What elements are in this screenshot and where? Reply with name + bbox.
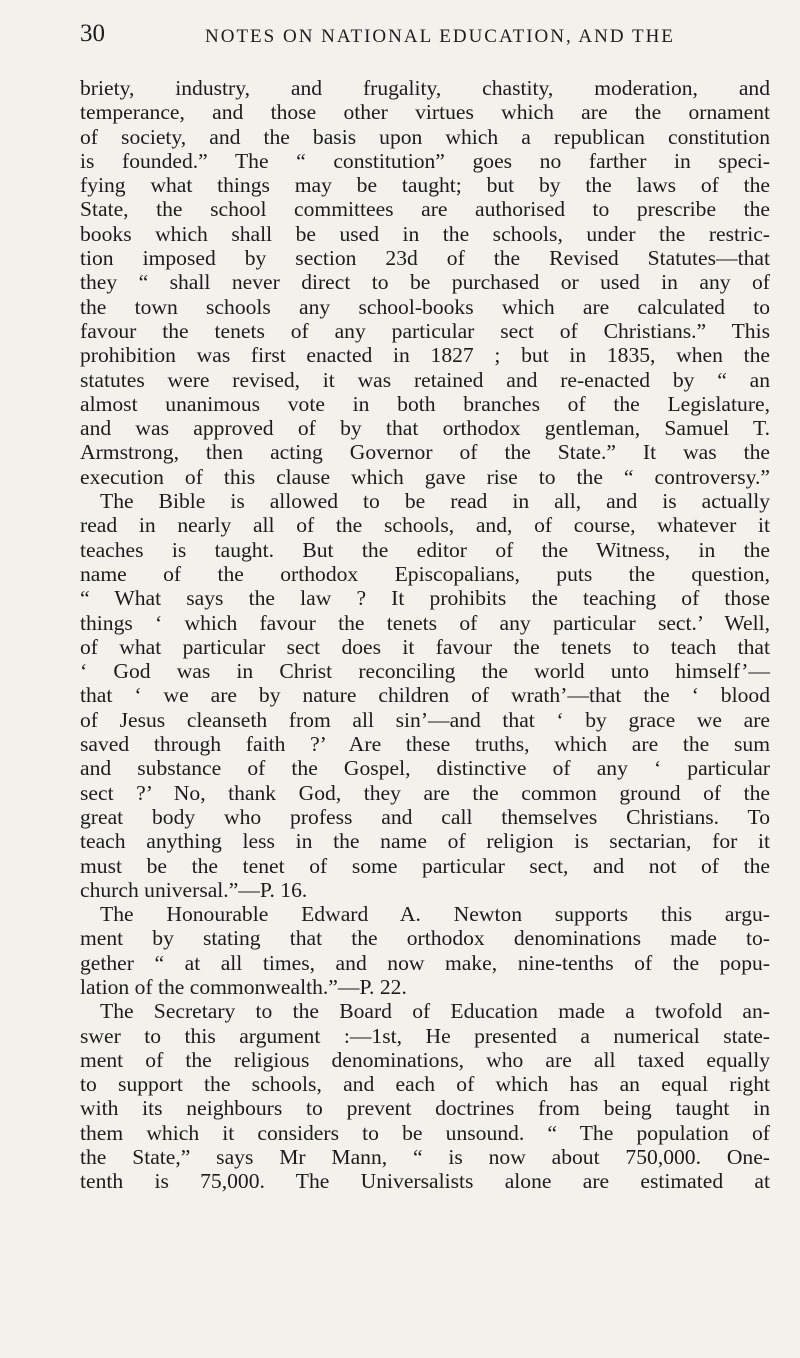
page-number: 30 [80, 20, 105, 47]
text-line: “ What says the law ? It prohibits the teaching of those [80, 586, 770, 611]
text-line: and substance of the Gospel, distinctive of any ‘ particular [80, 756, 770, 781]
text-line: temperance, and those other virtues which are the ornament [80, 100, 770, 125]
text-line: prohibition was first enacted in 1827 ; but in 1835, when the [80, 343, 770, 368]
text-line: execution of this clause which gave rise to the “ controversy.” [80, 464, 770, 489]
text-line: The Secretary to the Board of Education made a twofold an- [100, 999, 770, 1024]
page-header [80, 0, 780, 60]
text-line: State, the school committees are authorised to prescribe the [80, 197, 770, 222]
text-line: lation of the commonwealth.”—P. 22. [80, 974, 407, 999]
text-line: ‘ God was in Christ reconciling the world unto himself’— [80, 659, 770, 684]
text-line: is founded.” The “ constitution” goes no farther in speci- [80, 148, 770, 173]
text-line: things ‘ which favour the tenets of any particular sect.’ Well, [80, 610, 770, 635]
text-line: church universal.”—P. 16. [80, 877, 308, 902]
book-page [80, 0, 780, 1194]
text-line: of society, and the basis upon which a republican constitution [80, 124, 770, 149]
text-line: teaches is taught. But the editor of the Witness, in the [80, 537, 770, 562]
text-line: ment of the religious denominations, who are all taxed equally [80, 1047, 770, 1072]
text-line: of what particular sect does it favour the tenets to teach that [80, 634, 770, 659]
text-line: teach anything less in the name of religion is sectarian, for it [80, 829, 770, 854]
text-line: swer to this argument :—1st, He presented a numerical state- [80, 1023, 770, 1048]
text-line: The Bible is allowed to be read in all, and is actually [100, 489, 770, 514]
text-line: favour the tenets of any particular sect of Christians.” This [80, 318, 770, 343]
body-text [80, 76, 770, 1194]
text-line: fying what things may be taught; but by the laws of the [80, 173, 770, 198]
text-line: with its neighbours to prevent doctrines from being taught in [80, 1096, 770, 1121]
text-line: to support the schools, and each of which has an equal right [80, 1072, 770, 1097]
text-line: of Jesus cleanseth from all sin’—and that ‘ by grace we are [80, 707, 770, 732]
text-line: they “ shall never direct to be purchased or used in any of [80, 270, 770, 295]
text-line: the town schools any school-books which are calculated to [80, 294, 770, 319]
text-line: must be the tenet of some particular sect, and not of the [80, 853, 770, 878]
text-line: tion imposed by section 23d of the Revised Statutes—that [80, 246, 770, 271]
text-line: books which shall be used in the schools, under the restric- [80, 221, 770, 246]
text-line: read in nearly all of the schools, and, of course, whatever it [80, 513, 770, 538]
text-line: ment by stating that the orthodox denominations made to- [80, 926, 770, 951]
text-line: great body who profess and call themselves Christians. To [80, 804, 770, 829]
text-line: Armstrong, then acting Governor of the State.” It was the [80, 440, 770, 465]
text-line: sect ?’ No, thank God, they are the common ground of the [80, 780, 770, 805]
text-line: and was approved of by that orthodox gentleman, Samuel T. [80, 416, 770, 441]
text-line: that ‘ we are by nature children of wrath’—that the ‘ blood [80, 683, 770, 708]
text-line: tenth is 75,000. The Universalists alone are estimated at [80, 1169, 770, 1194]
text-line: almost unanimous vote in both branches of the Legislature, [80, 391, 770, 416]
text-line: statutes were revised, it was retained and re-enacted by “ an [80, 367, 770, 392]
text-line: them which it considers to be unsound. “ The population of [80, 1120, 770, 1145]
text-line: gether “ at all times, and now make, nine-tenths of the popu- [80, 950, 770, 975]
text-line: the State,” says Mr Mann, “ is now about 750,000. One- [80, 1145, 770, 1170]
running-head: NOTES ON NATIONAL EDUCATION, AND THE [205, 26, 675, 47]
text-line: saved through faith ?’ Are these truths, which are the sum [80, 732, 770, 757]
text-line: briety, industry, and frugality, chastity, moderation, and [80, 76, 770, 100]
text-line: The Honourable Edward A. Newton supports this argu- [100, 902, 770, 927]
text-line: name of the orthodox Episcopalians, puts the question, [80, 561, 770, 586]
